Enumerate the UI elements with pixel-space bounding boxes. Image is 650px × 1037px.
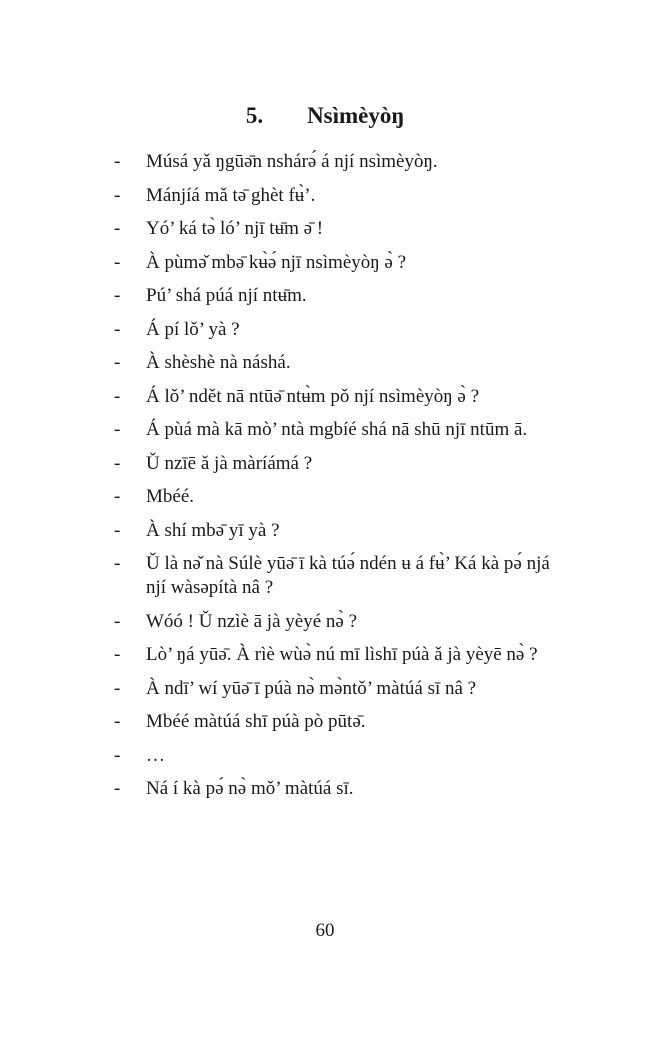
dialogue-line bbox=[114, 744, 554, 768]
dialogue-text: Yó’ ká tə̀ ló’ njī tʉ̄m ə̄ ! bbox=[146, 218, 324, 239]
section-title: Nsìmèyòŋ bbox=[307, 103, 405, 128]
dialogue-line bbox=[114, 385, 554, 409]
dialogue-line bbox=[114, 677, 554, 701]
dialogue-line bbox=[114, 519, 554, 543]
page-number: 60 bbox=[315, 920, 335, 941]
dialogue-text: Pú’ shá púá njí ntʉ̄m. bbox=[146, 285, 307, 306]
dialogue-text: Músá yǎ ŋgūə̄n nshárə́ á njí nsìmèyòŋ. bbox=[146, 151, 438, 172]
dash-marker: - bbox=[114, 644, 121, 665]
dialogue-text: Mbéé. bbox=[146, 486, 195, 507]
dialogue-line bbox=[114, 552, 554, 600]
dialogue-text: Á lǒ’ ndět nā ntūə̄ ntʉ̀m pǒ njí nsìmèyòŋ ə̀ ? bbox=[146, 385, 480, 407]
dash-marker: - bbox=[114, 285, 121, 306]
dialogue-line bbox=[114, 777, 554, 801]
dash-marker: - bbox=[114, 318, 121, 340]
dialogue-text: Mbéé màtúá shī púà pò pūtə̄. bbox=[146, 711, 366, 732]
section-heading bbox=[0, 103, 650, 129]
dialogue-line bbox=[114, 452, 554, 476]
dash-marker: - bbox=[114, 452, 121, 474]
dialogue-text: Wóó ! Ǔ nzìè ā jà yèyé nə̀ ? bbox=[146, 610, 358, 632]
section-number: 5. bbox=[245, 103, 264, 128]
dash-marker: - bbox=[114, 744, 121, 766]
dialogue-text: Ǔ là nə̌ nà Súlè yūə̄ ī kà túə́ ndén ʉ á fʉ̀’ Ká kà pə́ njá njí wàsəpítà nâ ? bbox=[146, 553, 550, 598]
dash-marker: - bbox=[114, 419, 121, 440]
dialogue-text: Á pí lǒ’ yà ? bbox=[146, 318, 240, 340]
dialogue-text: Á pùá mà kā mò’ ntà mgbíé shá nā shū njī ntūm ā. bbox=[146, 419, 528, 440]
dash-marker: - bbox=[114, 184, 121, 206]
dash-marker: - bbox=[114, 218, 121, 239]
dash-marker: - bbox=[114, 610, 121, 632]
dash-marker: - bbox=[114, 711, 121, 732]
dialogue-line bbox=[114, 150, 554, 174]
dialogue-text: Lò’ ŋá yūə̄. À rìè wùə̀ nú mī lìshī púà ǎ jà yèyē nə̀ ? bbox=[146, 644, 538, 665]
dialogue-text: À shí mbə̄ yī yà ? bbox=[146, 519, 280, 541]
dialogue-line bbox=[114, 643, 554, 667]
dialogue-text: À shèshè nà náshá. bbox=[146, 352, 291, 373]
dialogue-line bbox=[114, 485, 554, 509]
dash-marker: - bbox=[114, 553, 121, 574]
dash-marker: - bbox=[114, 251, 121, 273]
dash-marker: - bbox=[114, 486, 121, 507]
dialogue-text: À ndī’ wí yūə̄ ī púà nə̀ mə̀ntǒ’ màtúá sī nâ ? bbox=[146, 677, 477, 699]
dash-marker: - bbox=[114, 385, 121, 407]
dash-marker: - bbox=[114, 352, 121, 373]
dialogue-text: Mánjíá mǎ tə̄ ghèt fʉ̀’. bbox=[146, 184, 316, 206]
dialogue-line bbox=[114, 710, 554, 734]
dash-marker: - bbox=[114, 519, 121, 541]
dialogue-line bbox=[114, 284, 554, 308]
dialogue-line bbox=[114, 318, 554, 342]
dialogue-text: … bbox=[146, 744, 165, 766]
dialogue-line bbox=[114, 351, 554, 375]
dialogue-list bbox=[114, 150, 554, 811]
dialogue-line bbox=[114, 418, 554, 442]
dash-marker: - bbox=[114, 778, 121, 799]
dialogue-text: À pùmə̌ mbə̄ kʉ̀ə́ njī nsìmèyòŋ ə̀ ? bbox=[146, 251, 407, 273]
dialogue-line bbox=[114, 251, 554, 275]
dialogue-line bbox=[114, 184, 554, 208]
dialogue-text: Ǔ nzīē ǎ jà màríámá ? bbox=[146, 452, 313, 474]
dialogue-line bbox=[114, 610, 554, 634]
dialogue-line bbox=[114, 217, 554, 241]
dialogue-text: Ná í kà pə́ nə̀ mǒ’ màtúá sī. bbox=[146, 778, 354, 799]
dash-marker: - bbox=[114, 151, 121, 172]
dash-marker: - bbox=[114, 677, 121, 699]
